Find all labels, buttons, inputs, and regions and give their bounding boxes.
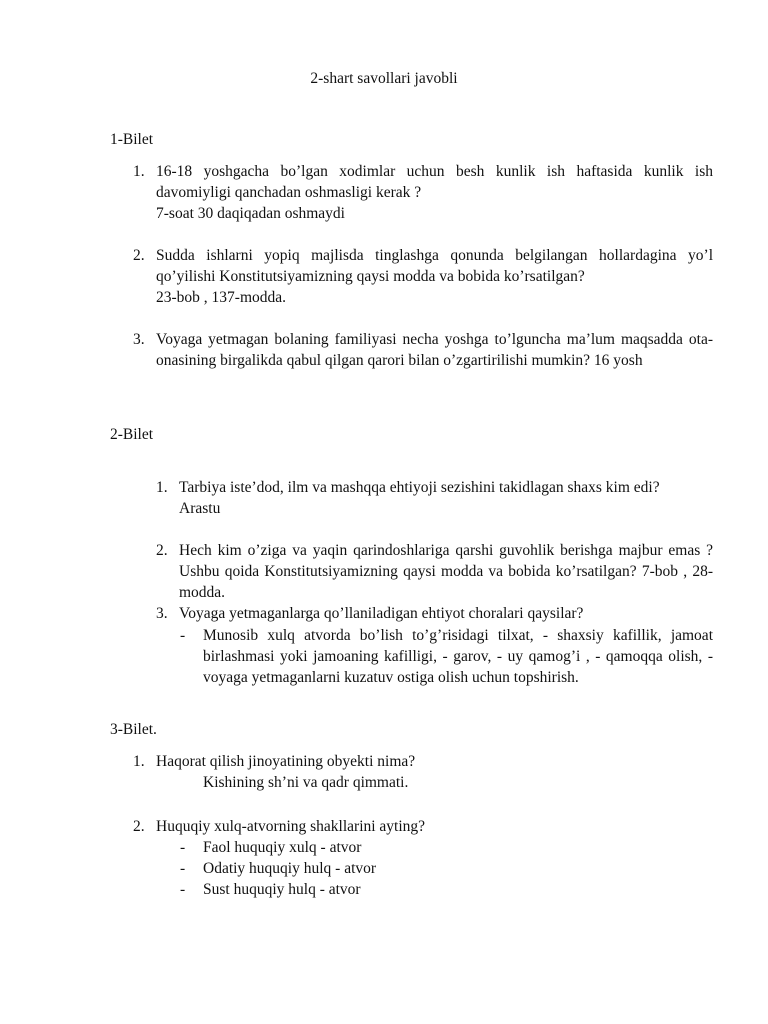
bilet-3-answer-list-item xyxy=(180,858,713,879)
answer-text: Sust huquqiy hulq - atvor xyxy=(203,881,361,898)
answer-text: Arastu xyxy=(179,500,221,517)
bilet-3-question-1 xyxy=(133,751,713,772)
bilet-2-question-2 xyxy=(156,540,713,603)
bilet-2-question-1 xyxy=(156,477,713,519)
bilet-3-heading: 3-Bilet. xyxy=(110,721,157,738)
bilet-1-question-2 xyxy=(133,245,713,308)
bilet-3-answer-list-item xyxy=(180,837,713,858)
question-number: 2. xyxy=(156,542,168,559)
question-number: 3. xyxy=(133,331,145,348)
answer-text: Faol huquqiy xulq - atvor xyxy=(203,839,362,856)
answer-text: Munosib xulq atvorda bo’lish to’g’risidagi tilxat, - shaxsiy kafillik, jamoat birlashmasi yoki jamoaning kafilligi, - garov, - uy qamog’i , - qamoqqa olish, - voyaga yetmaganlarni kuzatuv ostiga olish uchun topshirish. xyxy=(203,627,713,686)
bilet-2-heading: 2-Bilet xyxy=(110,426,154,443)
dash-bullet: - xyxy=(180,839,186,856)
question-number: 1. xyxy=(133,163,145,180)
bilet-1-question-3 xyxy=(133,329,713,371)
question-number: 2. xyxy=(133,247,145,264)
question-text: Hech kim o’ziga va yaqin qarindoshlariga qarshi guvohlik berishga majbur emas ? Ushbu qoida Konstitutsiyamizning qaysi modda va bobida ko’rsatilgan? 7-bob , 28-modda. xyxy=(179,542,713,601)
bilet-3-answer-list-item xyxy=(180,879,713,900)
question-text: Voyaga yetmagan bolaning familiyasi necha yoshga to’lguncha ma’lum maqsadda ota-onasining birgalikda qabul qilgan qarori bilan o’zgartirilishi mumkin? 16 yosh xyxy=(156,331,713,369)
answer-text: Kishining sh’ni va qadr qimmati. xyxy=(203,774,409,791)
bilet-1-heading: 1-Bilet xyxy=(110,131,154,148)
bilet-1-question-1 xyxy=(133,161,713,224)
bilet-2-question-3 xyxy=(156,603,713,624)
question-number: 3. xyxy=(156,605,168,622)
question-text: Huquqiy xulq-atvorning shakllarini ayting? xyxy=(156,818,426,835)
bilet-2-answer-list-item xyxy=(180,625,713,688)
question-text: Sudda ishlarni yopiq majlisda tinglashga qonunda belgilangan hollardagina yo’l qo’yilishi Konstitutsiyamizning qaysi modda va bobida ko’rsatilgan? xyxy=(156,247,713,285)
answer-text: Odatiy huquqiy hulq - atvor xyxy=(203,860,377,877)
question-text: Voyaga yetmaganlarga qo’llaniladigan ehtiyot choralari qaysilar? xyxy=(179,605,584,622)
question-text: 16-18 yoshgacha bo’lgan xodimlar uchun besh kunlik ish haftasida kunlik ish davomiyligi qanchadan oshmasligi kerak ? xyxy=(156,163,713,201)
dash-bullet: - xyxy=(180,881,186,898)
dash-bullet: - xyxy=(180,627,186,644)
question-number: 1. xyxy=(156,479,168,496)
document-title: 2-shart savollari javobli xyxy=(310,70,458,87)
answer-text: 7-soat 30 daqiqadan oshmaydi xyxy=(156,205,345,222)
dash-bullet: - xyxy=(180,860,186,877)
question-number: 1. xyxy=(133,753,145,770)
bilet-3-question-2 xyxy=(133,816,713,837)
answer-text: 23-bob , 137-modda. xyxy=(156,289,287,306)
question-number: 2. xyxy=(133,818,145,835)
question-text: Haqorat qilish jinoyatining obyekti nima? xyxy=(156,753,416,770)
question-text: Tarbiya iste’dod, ilm va mashqqa ehtiyoji sezishini takidlagan shaxs kim edi? xyxy=(179,479,660,496)
